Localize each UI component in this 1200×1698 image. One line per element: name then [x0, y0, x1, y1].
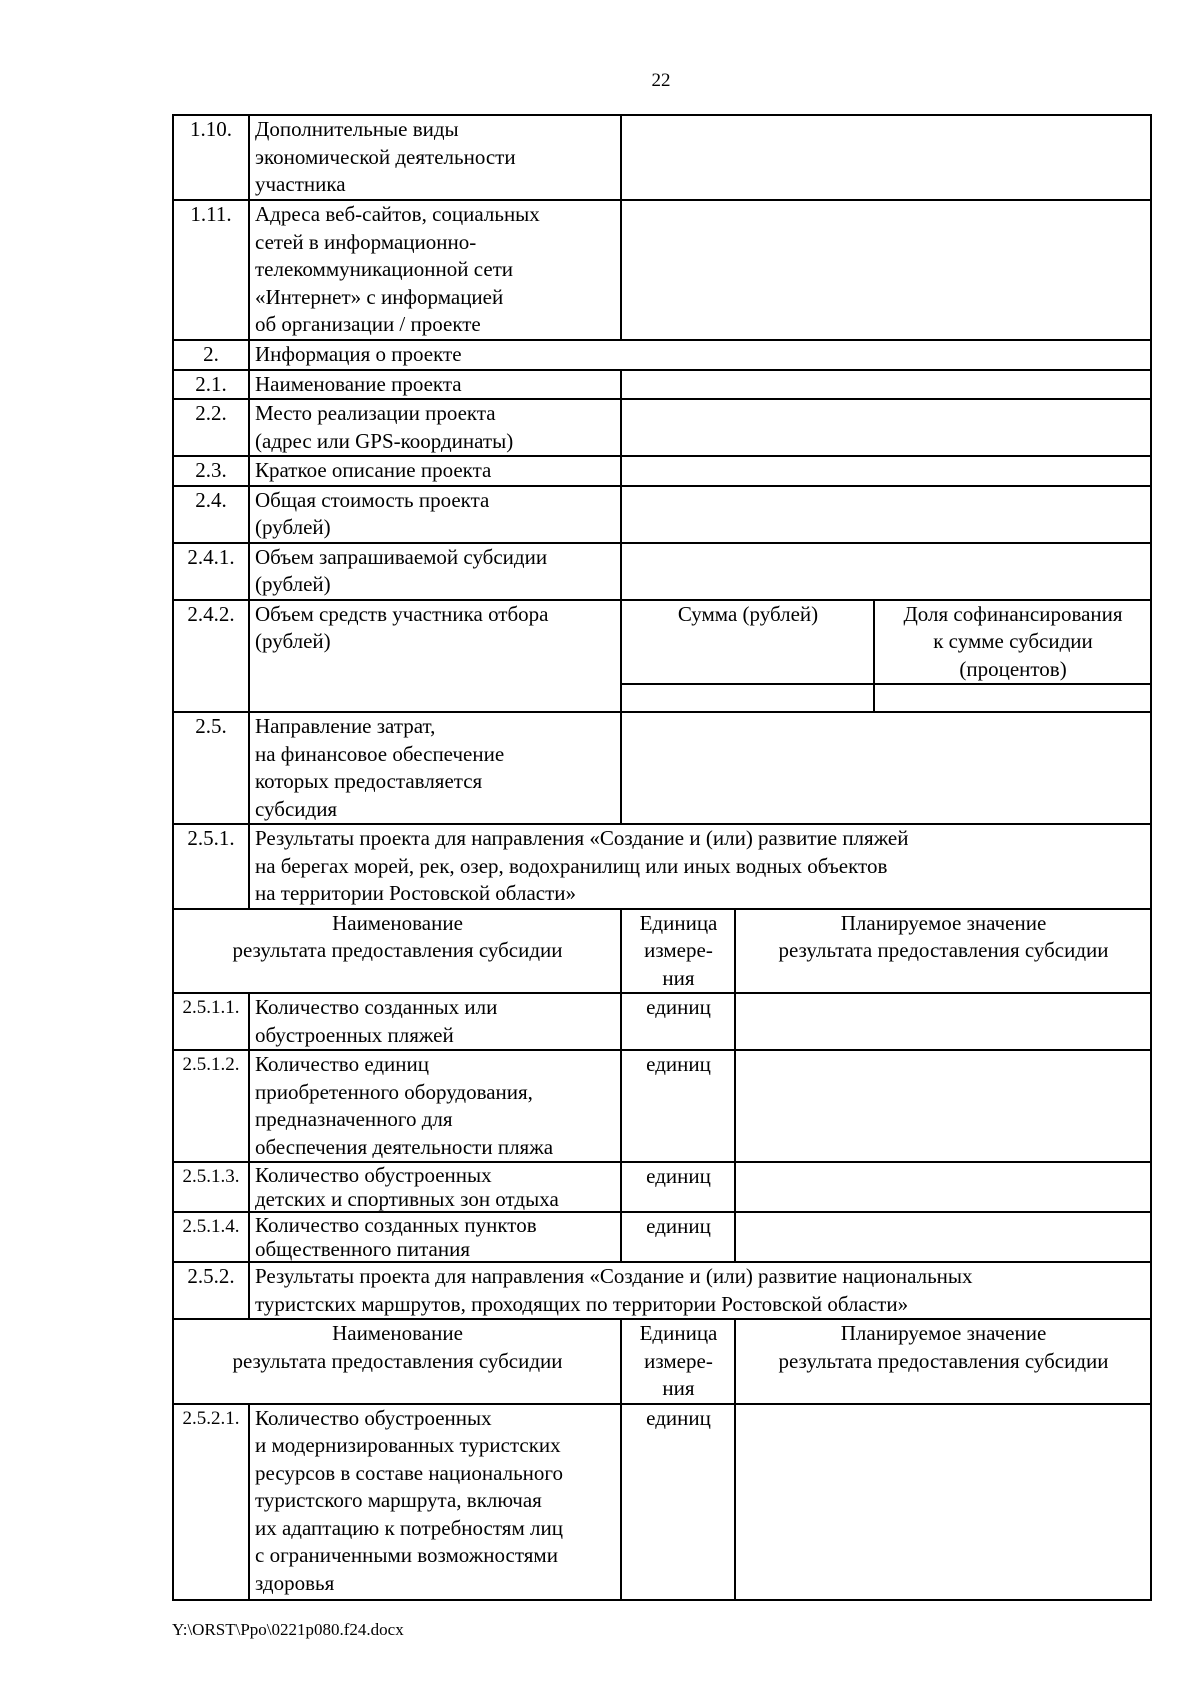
row-number: 2.5.2.1. — [173, 1404, 249, 1600]
row-number: 2.4. — [173, 486, 249, 543]
row-label — [249, 200, 621, 340]
header-line: Единица — [639, 1321, 718, 1345]
row-number: 2.5.1.2. — [173, 1050, 249, 1162]
label-line: предназначенного для — [255, 1107, 453, 1131]
label-line: субсидия — [255, 796, 338, 821]
header-line: Планируемое значение — [840, 1321, 1047, 1345]
planned-value-cell[interactable] — [735, 1212, 1151, 1262]
result-label — [249, 993, 621, 1050]
row-2-1 — [173, 370, 1151, 400]
label-line: (рублей) — [255, 572, 331, 596]
row-number: 2.2. — [173, 399, 249, 456]
row-label — [249, 115, 621, 200]
row-number: 2.5. — [173, 712, 249, 824]
title-line: Результаты проекта для направления «Создание и (или) развитие национальных — [255, 1264, 973, 1288]
unit-value: единиц — [621, 1050, 735, 1162]
row-2-5 — [173, 712, 1151, 824]
label-line: Количество обустроенных — [255, 1405, 492, 1430]
result-row — [173, 993, 1151, 1050]
label-line: ресурсов в составе национального — [255, 1460, 563, 1485]
header-line: ния — [662, 965, 695, 990]
header-line: результата предоставления субсидии — [232, 1348, 563, 1373]
row-2-3 — [173, 456, 1151, 486]
value-cell[interactable] — [621, 200, 1151, 340]
result-name-header — [173, 909, 621, 994]
header-line: к сумме субсидии — [933, 629, 1093, 653]
header-line: результата предоставления субсидии — [778, 1348, 1109, 1373]
label-line: Направление затрат, — [255, 714, 436, 738]
label-line: приобретенного оборудования, — [255, 1079, 533, 1104]
label-line: туристского маршрута, включая — [255, 1488, 542, 1512]
row-1-11 — [173, 200, 1151, 340]
row-1-10 — [173, 115, 1151, 200]
row-label: Наименование проекта — [249, 370, 621, 400]
header-line: Единица — [639, 910, 718, 935]
header-line: измере- — [644, 938, 713, 962]
label-line: Количество созданных или — [255, 995, 498, 1019]
row-number: 1.10. — [173, 115, 249, 200]
label-line: участника — [255, 172, 346, 196]
results-header-row — [173, 1319, 1151, 1404]
label-line: обеспечения деятельности пляжа — [255, 1134, 554, 1159]
row-label — [249, 399, 621, 456]
sum-header: Сумма (рублей) — [621, 600, 874, 685]
label-line: Количество созданных пунктов — [255, 1213, 537, 1237]
result-label — [249, 1162, 621, 1212]
sum-value-cell[interactable] — [621, 684, 874, 712]
section-title: Информация о проекте — [249, 340, 1151, 370]
label-line: телекоммуникационной сети — [255, 257, 514, 281]
label-line: Общая стоимость проекта — [255, 487, 490, 512]
unit-value: единиц — [621, 1212, 735, 1262]
title-line: Результаты проекта для направления «Создание и (или) развитие пляжей — [255, 826, 909, 850]
unit-header — [621, 909, 735, 994]
header-line: результата предоставления субсидии — [778, 938, 1109, 962]
row-number: 2.5.2. — [173, 1262, 249, 1319]
file-path-footer: Y:\ORST\Ppo\0221p080.f24.docx — [172, 1620, 404, 1639]
row-label — [249, 600, 621, 713]
value-cell[interactable] — [621, 712, 1151, 824]
label-line: экономической деятельности — [255, 144, 516, 169]
row-2-5-2 — [173, 1262, 1151, 1319]
label-line: (адрес или GPS-координаты) — [255, 428, 514, 453]
label-line: которых предоставляется — [255, 769, 483, 793]
header-line: измере- — [644, 1348, 713, 1373]
title-line: на берегах морей, рек, озер, водохранилищ или иных водных объектов — [255, 853, 888, 878]
label-line: с ограниченными возможностями — [255, 1543, 558, 1567]
row-2-4-2 — [173, 600, 1151, 685]
results-header-row — [173, 909, 1151, 994]
row-number: 2.4.2. — [173, 600, 249, 713]
label-line: Количество обустроенных — [255, 1163, 492, 1187]
unit-value: единиц — [621, 993, 735, 1050]
result-label — [249, 1212, 621, 1262]
planned-value-header — [735, 909, 1151, 994]
row-2 — [173, 340, 1151, 370]
header-line: (процентов) — [959, 656, 1067, 681]
label-line: Количество единиц — [255, 1052, 430, 1076]
header-line: результата предоставления субсидии — [232, 938, 563, 962]
row-number: 2.5.1.1. — [173, 993, 249, 1050]
row-number: 2.4.1. — [173, 543, 249, 600]
row-2-5-1 — [173, 824, 1151, 909]
value-cell[interactable] — [621, 486, 1151, 543]
planned-value-cell[interactable] — [735, 1162, 1151, 1212]
unit-value: единиц — [621, 1404, 735, 1600]
label-line: (рублей) — [255, 515, 331, 539]
planned-value-cell[interactable] — [735, 1050, 1151, 1162]
section-title — [249, 824, 1151, 909]
result-row — [173, 1404, 1151, 1600]
result-row — [173, 1212, 1151, 1262]
label-line: их адаптацию к потребностям лиц — [255, 1515, 563, 1540]
value-cell[interactable] — [621, 370, 1151, 400]
label-line: об организации / проекте — [255, 312, 481, 336]
planned-value-cell[interactable] — [735, 1404, 1151, 1600]
value-cell[interactable] — [621, 456, 1151, 486]
label-line: сетей в информационно- — [255, 229, 477, 254]
label-line: Дополнительные виды — [255, 117, 459, 141]
form-table — [172, 114, 1152, 1601]
result-row — [173, 1050, 1151, 1162]
label-line: (рублей) — [255, 629, 331, 653]
row-2-4 — [173, 486, 1151, 543]
result-row — [173, 1162, 1151, 1212]
result-label — [249, 1404, 621, 1600]
value-cell[interactable] — [621, 399, 1151, 456]
label-line: здоровья — [255, 1570, 335, 1595]
label-line: Место реализации проекта — [255, 401, 496, 425]
value-cell[interactable] — [621, 115, 1151, 200]
row-number: 2.5.1. — [173, 824, 249, 909]
value-cell[interactable] — [621, 543, 1151, 600]
application-form — [172, 114, 1152, 1601]
planned-value-header — [735, 1319, 1151, 1404]
header-line: Планируемое значение — [840, 910, 1047, 935]
header-line: Доля софинансирования — [903, 601, 1123, 626]
unit-header — [621, 1319, 735, 1404]
label-line: детских и спортивных зон отдыха — [255, 1187, 559, 1211]
result-label — [249, 1050, 621, 1162]
label-line: обустроенных пляжей — [255, 1022, 454, 1047]
row-label — [249, 486, 621, 543]
header-line: Наименование — [332, 1321, 463, 1345]
planned-value-cell[interactable] — [735, 993, 1151, 1050]
label-line: на финансовое обеспечение — [255, 741, 505, 766]
label-line: и модернизированных туристских — [255, 1433, 561, 1457]
label-line: общественного питания — [255, 1237, 470, 1261]
row-label — [249, 712, 621, 824]
row-label: Краткое описание проекта — [249, 456, 621, 486]
page-number: 22 — [651, 70, 671, 91]
label-line: Объем средств участника отбора — [255, 601, 549, 626]
title-line: на территории Ростовской области» — [255, 881, 577, 905]
header-line: ния — [662, 1376, 695, 1400]
row-2-2 — [173, 399, 1151, 456]
unit-value: единиц — [621, 1162, 735, 1212]
cofinancing-share-header — [874, 600, 1151, 685]
share-value-cell[interactable] — [874, 684, 1151, 712]
row-number: 1.11. — [173, 200, 249, 340]
row-2-4-1 — [173, 543, 1151, 600]
label-line: Адреса веб-сайтов, социальных — [255, 202, 540, 226]
result-name-header — [173, 1319, 621, 1404]
row-number: 2. — [173, 340, 249, 370]
header-line: Наименование — [332, 910, 463, 935]
row-number: 2.1. — [173, 370, 249, 400]
row-label — [249, 543, 621, 600]
section-title — [249, 1262, 1151, 1319]
label-line: Объем запрашиваемой субсидии — [255, 544, 548, 569]
label-line: «Интернет» с информацией — [255, 284, 504, 309]
title-line: туристских маршрутов, проходящих по территории Ростовской области» — [255, 1291, 909, 1316]
row-number: 2.5.1.3. — [173, 1162, 249, 1212]
row-number: 2.5.1.4. — [173, 1212, 249, 1262]
row-number: 2.3. — [173, 456, 249, 486]
